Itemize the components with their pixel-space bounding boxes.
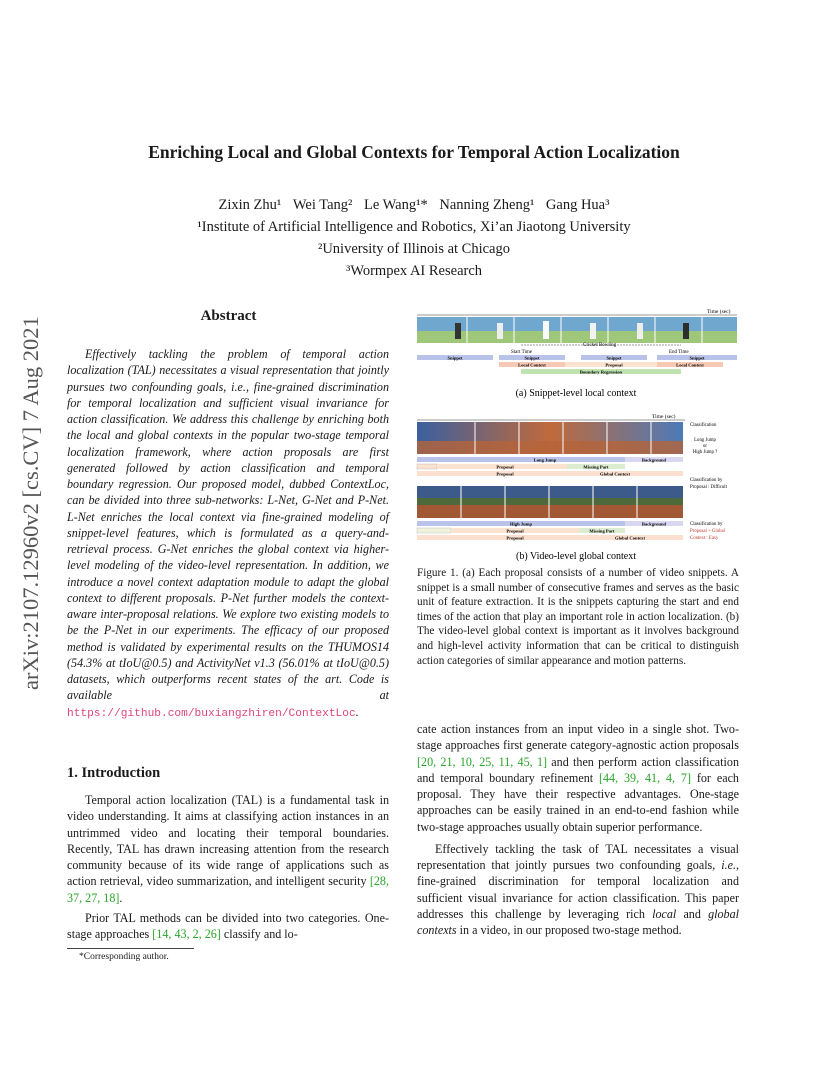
- long-jump-label: Long Jump: [533, 457, 557, 463]
- paragraph: Temporal action localization (TAL) is a fundamental task in video understanding. It aims at classifying action instances in an untrimmed video and locating their temporal boundaries. Recently, TAL has drawn increasing attention from the research community because of its wide range of applications such as action retrieval, video summarization, and intelligent security [28, 37, 27, 18].: [67, 793, 390, 905]
- fig-a-time-label: Time (sec): [707, 309, 731, 315]
- snippet-label: Snippet: [689, 355, 705, 361]
- long-jump-bar: [417, 457, 625, 462]
- global-context-bar: [417, 471, 683, 476]
- footnote-rule: [67, 948, 194, 949]
- snippet-label: Snippet: [606, 355, 622, 361]
- paragraph: [417, 841, 739, 939]
- author: Gang Hua³: [545, 197, 610, 213]
- paragraph: [417, 721, 739, 835]
- italic-text: global contexts: [417, 906, 739, 937]
- paragraph-text: and then perform action classification and temporal boundary refinement: [417, 754, 739, 785]
- fig-b-time-label: Time (sec): [652, 414, 676, 420]
- author-block: [0, 194, 828, 282]
- start-time-label: Start Time: [511, 350, 532, 355]
- global-context-label: Global Context: [615, 535, 645, 541]
- paragraph-text: , fine-grained discrimination for temporal localization and sufficient visual invariance for action classification. This paper addresses this challenge by leveraging rich: [417, 858, 739, 921]
- fig-b-long-jump-frames: [417, 422, 683, 454]
- subcaption-a: (a) Snippet-level local context: [515, 388, 637, 399]
- intro-left-column: [67, 792, 389, 946]
- background-label: Background: [641, 521, 667, 527]
- citation[interactable]: [20, 21, 10, 25, 11, 45, 1]: [417, 754, 548, 769]
- classification-by-label: Classification by: [690, 478, 723, 483]
- classification-label: Classification: [690, 423, 717, 428]
- paragraph-text: Effectively tackling the task of TAL necessitates a visual representation that jointly pursues two confounding goals,: [417, 841, 739, 872]
- proposal-label: Proposal: [506, 535, 524, 541]
- paragraph: [67, 910, 389, 943]
- affiliation: ³Wormpex AI Research: [345, 263, 483, 279]
- affiliation: ²University of Illinois at Chicago: [317, 241, 510, 257]
- code-link[interactable]: https://github.com/buxiangzhiren/ContextLoc: [67, 707, 356, 720]
- citation[interactable]: [14, 43, 2, 26]: [152, 927, 221, 941]
- section-heading-introduction: 1. Introduction: [67, 765, 161, 781]
- class-option: or: [703, 444, 707, 449]
- subcaption-b: (b) Video-level global context: [515, 551, 637, 562]
- proposal-label: Proposal: [496, 464, 514, 470]
- missing-part-label: Missing Part: [583, 464, 609, 470]
- italic-text: i.e.: [721, 858, 736, 872]
- figure-1-caption: Figure 1. (a) Each proposal consists of a number of video snippets. A snippet is a small number of consecutive frames and serves as the basic unit of feature extraction. It is the snippets capturing the start and end times of the action that play an important role in action localization. (b) The video-level global context is important as it involves background and high-level activity information that can be critical to distinguish action categories of similar appearance and motion patterns.: [417, 567, 739, 667]
- fig-b-high-jump-frames: [417, 486, 683, 518]
- paragraph-text: for each proposal. They have their respective advantages. One-stage approaches can be easily trained in an end-to-end fashion while two-stage approaches usually obtain superior performance.: [417, 770, 739, 834]
- paragraph-text: cate action instances from an input video in a single shot. Two-stage approaches first generate category-agnostic action proposals: [417, 722, 739, 753]
- snippet-label: Snippet: [447, 355, 463, 361]
- intro-right-column: [417, 721, 739, 944]
- classification-by-label: Classification by: [690, 522, 723, 527]
- author-list: [0, 194, 828, 216]
- local-context-label: Local Context: [676, 362, 704, 368]
- paragraph-text: classify and lo-: [223, 927, 298, 941]
- context-easy-label: Context : Easy: [690, 536, 719, 541]
- citation[interactable]: [28, 37, 27, 18]: [67, 874, 390, 905]
- paragraph-text: in a video, in our proposed two-stage method.: [459, 923, 682, 937]
- proposal-label: Proposal: [605, 362, 623, 368]
- fig-a-frames: [417, 317, 737, 343]
- proposal-label: Proposal: [506, 528, 524, 534]
- class-option: High Jump ?: [692, 450, 718, 455]
- arxiv-identifier: arXiv:2107.12960v2 [cs.CV] 7 Aug 2021: [18, 316, 43, 690]
- citation[interactable]: [44, 39, 41, 4, 7]: [598, 770, 691, 785]
- missing-part-label: Missing Part: [589, 528, 615, 534]
- paper-title: Enriching Local and Global Contexts for Temporal Action Localization: [148, 142, 680, 162]
- author: Nanning Zheng¹: [439, 197, 535, 213]
- author: Zixin Zhu¹: [218, 197, 282, 213]
- paragraph-text: Prior TAL methods can be divided into two categories. One-stage approaches: [67, 910, 389, 941]
- boundary-regression-label: Boundary Regression: [579, 369, 623, 375]
- paragraph-text: Temporal action localization (TAL) is a fundamental task in video understanding. It aims at classifying action instances in an untrimmed video and locating their temporal boundaries. Recently, TAL has drawn increasing attention from the research community because of its wide range of applications such as action retrieval, video summarization, and intelligent security: [67, 793, 389, 889]
- high-jump-label: High Jump: [509, 521, 533, 527]
- abstract-text: Effectively tackling the problem of temporal action localization (TAL) necessitates a visual representation that jointly pursues two confounding goals, i.e., fine-grained discrimination for temporal localization and sufficient visual invariance for action classification. We address this challenge by enriching both the local and global contexts in the popular two-stage temporal localization framework, where action proposals are first generated followed by action classification and temporal boundary regression. Our proposed model, dubbed ContextLoc, can be divided into three sub-networks: L-Net, G-Net and P-Net. L-Net enriches the local context via fine-grained modeling of snippet-level features, which is formulated as a query-and-retrieval process. G-Net enriches the global context via higher-level modeling of the video-level representation. In addition, we introduce a novel context adaptation module to adapt the global context to different proposals. P-Net further models the context-aware inter-proposal relations. We explore two existing models to be the P-Net in our experiments. The efficacy of our proposed method is validated by experimental results on the THUMOS14 (54.3% at tIoU@0.5) and ActivityNet v1.3 (56.01% at tIoU@0.5) datasets, which outperforms recent states of the art. Code is available at: [67, 347, 389, 703]
- proposal-difficult-label: Proposal : Difficult: [690, 485, 727, 490]
- paragraph-text: and: [683, 906, 701, 921]
- affiliation: ¹Institute of Artificial Intelligence and Robotics, Xi’an Jiaotong University: [197, 219, 631, 235]
- abstract-end: .: [355, 704, 359, 719]
- background-label: Background: [641, 457, 667, 463]
- footnote: *Corresponding author.: [79, 952, 169, 962]
- snippet-label: Snippet: [524, 355, 540, 361]
- proposal-global-label: Proposal + Global: [690, 529, 725, 534]
- action-class-label: Cricket Bowling: [583, 343, 617, 348]
- abstract-heading: Abstract: [200, 308, 257, 324]
- end-time-label: End Time: [669, 350, 689, 355]
- proposal-label: Proposal: [496, 471, 514, 477]
- figure-1: [415, 305, 741, 565]
- global-context-label: Global Context: [600, 471, 630, 477]
- class-option: Long Jump: [694, 438, 716, 443]
- italic-text: local: [652, 906, 677, 921]
- local-context-label: Local Context: [518, 362, 546, 368]
- author: Wei Tang²: [292, 197, 353, 213]
- abstract-body: [67, 346, 389, 722]
- author: Le Wang¹*: [364, 197, 428, 213]
